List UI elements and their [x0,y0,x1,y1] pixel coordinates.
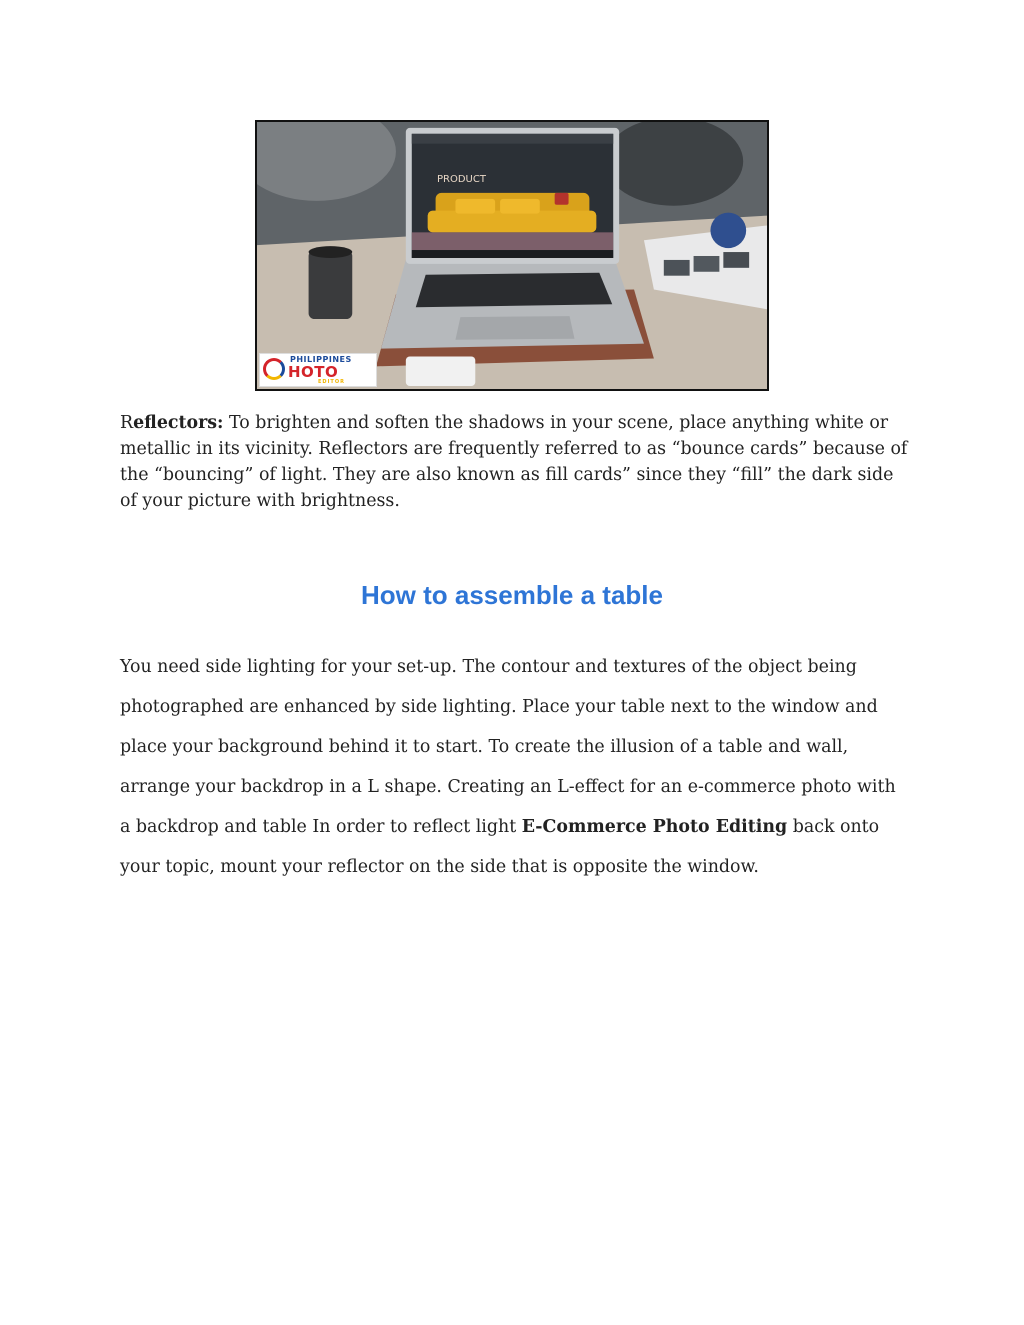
assemble-text-before: You need side lighting for your set-up. The contour and textures of the object being photographed are enhanced by side lighting. Place your table next to the window and place your background behind it to start. To create the illusion of a table and wall, arrange your backdrop in a L shape. Creating an L-effect for an e-commerce photo with a backdrop and table In order to reflect light [120,657,896,837]
reflectors-lead-initial: R [120,413,134,433]
logo-ring-icon [263,358,285,380]
photo-illustration [257,122,767,389]
reflectors-term: eflectors: [133,413,224,433]
assemble-text-after: back onto your topic, mount your reflector on the side that is opposite the window. [120,817,880,877]
philippines-photo-editor-logo [259,353,377,387]
reflectors-text: To brighten and soften the shadows in your scene, place anything white or metallic in its vicinity. Reflectors are frequently referred to as “bounce cards” because of the “bouncing” of light. They are also known as fill cards” since they “fill” the dark side of your picture with brightness. [120,413,908,511]
product-screen-text: PRODUCT [437,174,486,185]
logo-line-2: HOTO [288,363,339,381]
section-heading: How to assemble a table [361,580,663,610]
reflectors-paragraph [120,410,910,514]
logo-line-3: EDITOR [318,379,345,385]
logo-line-1: PHILIPPINES [290,355,352,364]
laptop-product-photo [255,120,769,391]
ecommerce-photo-editing-link[interactable]: E-Commerce Photo Editing [521,817,788,837]
assemble-paragraph [120,647,910,887]
